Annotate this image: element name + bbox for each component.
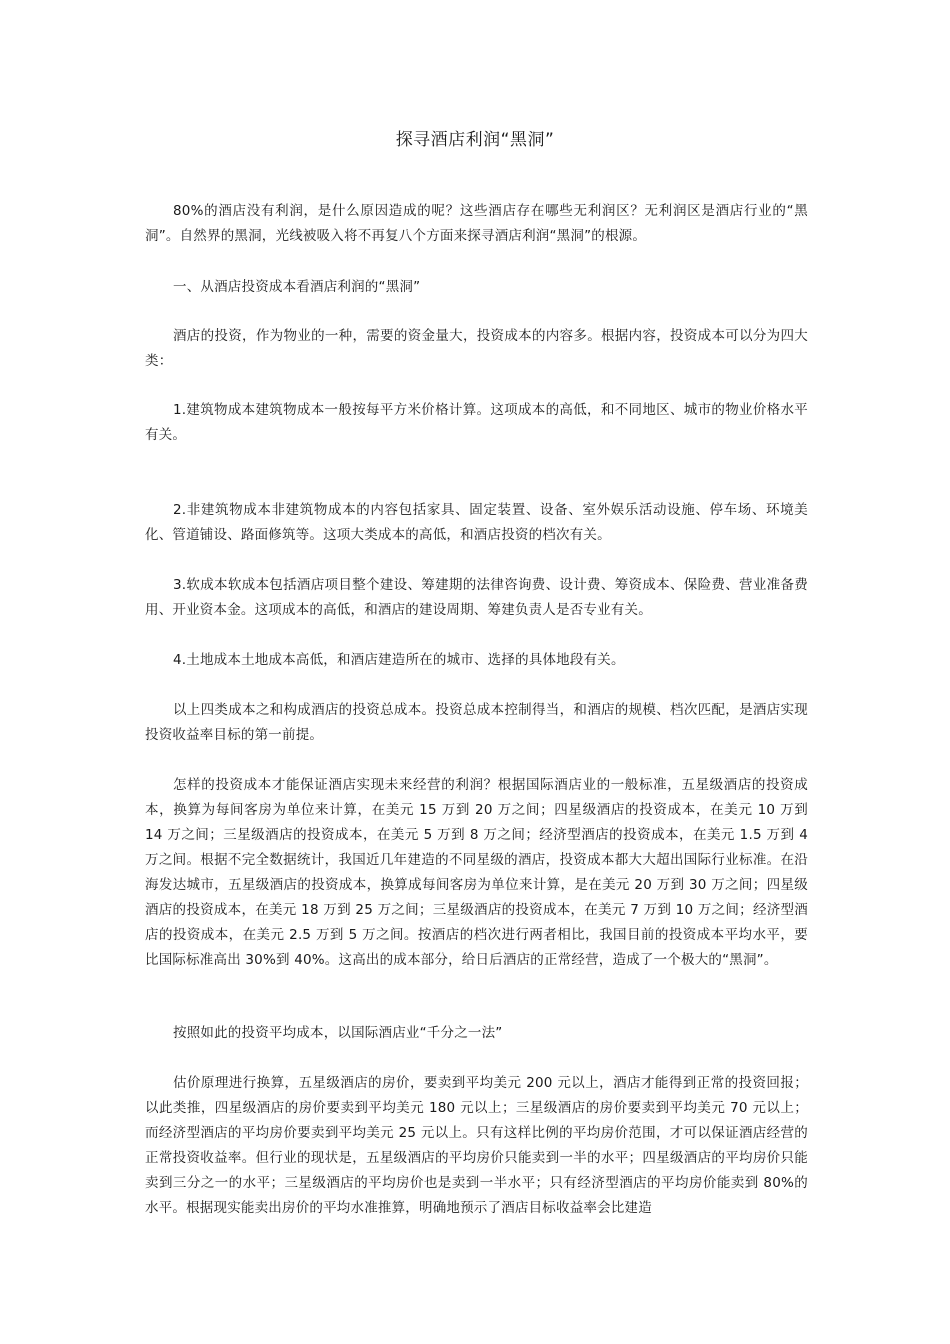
paragraph-intro: 80%的酒店没有利润，是什么原因造成的呢？这些酒店存在哪些无利润区？无利润区是酒店行业的“黑洞”。自然界的黑洞，光线被吸入将不再复八个方面来探寻酒店利润“黑洞”的根源。 — [145, 203, 808, 244]
paragraph-cost-standards: 怎样的投资成本才能保证酒店实现未来经营的利润？根据国际酒店业的一般标准，五星级酒店的投资成本，换算为每间客房为单位来计算，在美元 15 万到 20 万之间；四星级酒店的投资成本，在美元 10 万到 14 万之间；三星级酒店的投资成本，在美元 5 万到 8 万之间；经济型酒店的投资成本，在美元 1.5 万到 4 万之间。根据不完全数据统计，我国近几年建造的不同星级的酒店，投资成本都大大超出国际行业标准。在沿海发达城市，五星级酒店的投资成本，换算成每间客房为单位来计算，是在美元 20 万到 30 万之间；四星级酒店的投资成本，在美元 18 万到 25 万之间；三星级酒店的投资成本，在美元 7 万到 10 万之间；经济型酒店的投资成本，在美元 2.5 万到 5 万之间。按酒店的档次进行两者相比，我国目前的投资成本平均水平，要比国际标准高出 30%到 40%。这高出的成本部分，给日后酒店的正常经营，造成了一个极大的“黑洞”。 — [145, 777, 808, 968]
paragraph-item-3: 3.软成本软成本包括酒店项目整个建设、筹建期的法律咨询费、设计费、筹资成本、保险费、营业准备费用、开业资本金。这项成本的高低，和酒店的建设周期、筹建负责人是否专业有关。 — [145, 577, 808, 618]
paragraph-investment: 酒店的投资，作为物业的一种，需要的资金量大，投资成本的内容多。根据内容，投资成本可以分为四大类： — [145, 328, 808, 369]
paragraph-item-4: 4.土地成本土地成本高低，和酒店建造所在的城市、选择的具体地段有关。 — [173, 652, 625, 668]
paragraph-item-2: 2.非建筑物成本非建筑物成本的内容包括家具、固定装置、设备、室外娱乐活动设施、停车场、环境美化、管道铺设、路面修筑等。这项大类成本的高低，和酒店投资的档次有关。 — [145, 502, 808, 543]
paragraph-thousandth-rule: 按照如此的投资平均成本，以国际酒店业“千分之一法” — [173, 1025, 503, 1041]
paragraph-summary: 以上四类成本之和构成酒店的投资总成本。投资总成本控制得当，和酒店的规模、档次匹配，是酒店实现投资收益率目标的第一前提。 — [145, 702, 808, 743]
paragraph-room-rate: 估价原理进行换算，五星级酒店的房价，要卖到平均美元 200 元以上，酒店才能得到正常的投资回报；以此类推，四星级酒店的房价要卖到平均美元 180 元以上；三星级酒店的房价要卖到平均美元 70 元以上；而经济型酒店的平均房价要卖到平均美元 25 元以上。只有这样比例的平均房价范围，才可以保证酒店经营的正常投资收益率。但行业的现状是，五星级酒店的平均房价只能卖到一半的水平；四星级酒店的平均房价只能卖到三分之一的水平；三星级酒店的平均房价也是卖到一半水平；只有经济型酒店的平均房价能卖到 80%的水平。根据现实能卖出房价的平均水准推算，明确地预示了酒店目标收益率会比建造 — [145, 1075, 808, 1216]
document-title: 探寻酒店利润“黑洞” — [395, 130, 555, 150]
paragraph-item-1: 1.建筑物成本建筑物成本一般按每平方米价格计算。这项成本的高低，和不同地区、城市的物业价格水平有关。 — [145, 402, 808, 443]
section-heading-1: 一、从酒店投资成本看酒店利润的“黑洞” — [173, 279, 421, 295]
